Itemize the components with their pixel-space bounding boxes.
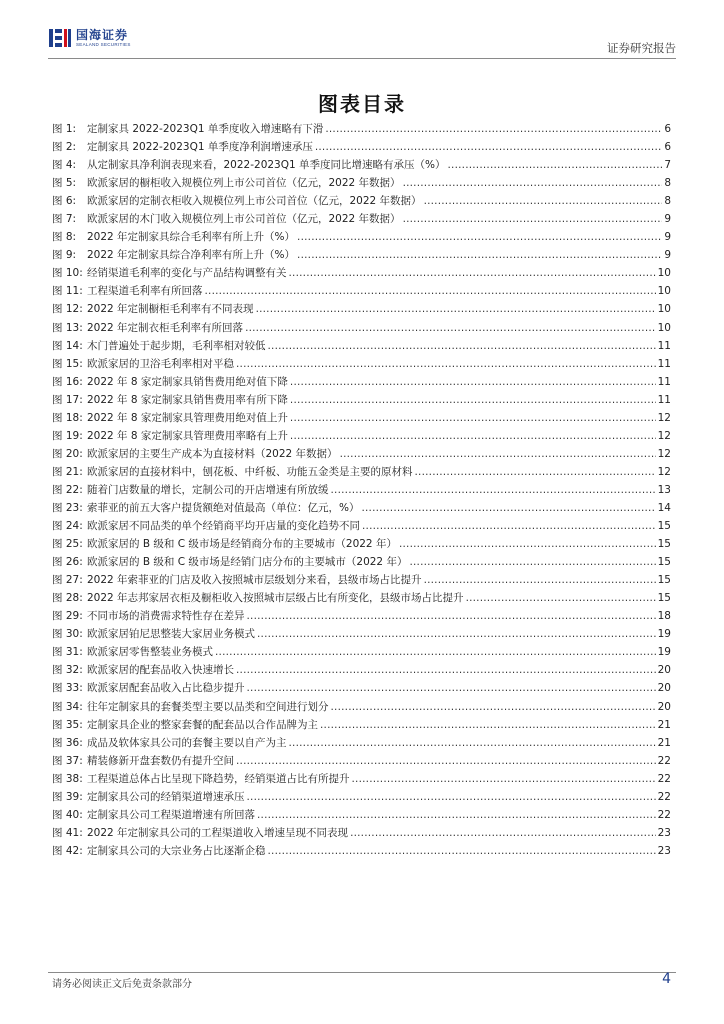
- toc-page-number: 13: [657, 483, 671, 496]
- toc-figure-label: 图 13:: [52, 321, 83, 334]
- toc-figure-label: 图 16:: [52, 375, 83, 388]
- toc-entry[interactable]: [52, 445, 671, 463]
- toc-page-number: 15: [657, 592, 671, 605]
- toc-leader-dots: [424, 571, 656, 589]
- toc-page-number: 22: [657, 808, 671, 821]
- toc-entry[interactable]: [52, 373, 671, 391]
- toc-leader-dots: [350, 824, 656, 842]
- toc-entry[interactable]: [52, 355, 671, 373]
- toc-leader-dots: [409, 553, 655, 571]
- toc-figure-title: 定制家具 2022-2023Q1 单季度净利润增速承压: [87, 141, 313, 154]
- toc-page-number: 18: [657, 610, 671, 623]
- toc-entry[interactable]: [52, 788, 671, 806]
- toc-figure-title: 经销渠道毛利率的变化与产品结构调整有关: [87, 267, 287, 280]
- toc-figure-label: 图 29:: [52, 610, 83, 623]
- toc-page-number: 8: [664, 195, 671, 208]
- toc-leader-dots: [290, 409, 656, 427]
- sealand-logo-icon: [48, 26, 72, 50]
- toc-figure-title: 2022 年定制家具综合毛利率有所上升（%）: [87, 231, 296, 244]
- toc-figure-label: 图 11:: [52, 285, 83, 298]
- toc-leader-dots: [245, 319, 656, 337]
- toc-page-number: 12: [657, 429, 671, 442]
- toc-leader-dots: [352, 770, 656, 788]
- toc-entry[interactable]: [52, 517, 671, 535]
- toc-figure-title: 欧派家居的 B 级和 C 级市场是经销门店分布的主要城市（2022 年）: [87, 556, 408, 569]
- toc-leader-dots: [289, 734, 656, 752]
- toc-figure-label: 图 36:: [52, 736, 83, 749]
- toc-figure-label: 图 5:: [52, 177, 77, 190]
- toc-figure-label: 图 31:: [52, 646, 83, 659]
- toc-entry[interactable]: [52, 391, 671, 409]
- toc-entry[interactable]: [52, 571, 671, 589]
- toc-page-number: 12: [657, 447, 671, 460]
- toc-page-number: 21: [657, 736, 671, 749]
- toc-figure-title: 欧派家居的卫浴毛利率相对平稳: [87, 357, 234, 370]
- toc-leader-dots: [331, 481, 656, 499]
- toc-leader-dots: [415, 463, 656, 481]
- toc-figure-label: 图 8:: [52, 231, 77, 244]
- toc-figure-label: 图 21:: [52, 465, 83, 478]
- toc-entry[interactable]: [52, 264, 671, 282]
- toc-figure-label: 图 6:: [52, 195, 77, 208]
- toc-entry[interactable]: [52, 300, 671, 318]
- toc-page-number: 15: [657, 520, 671, 533]
- toc-figure-title: 定制家具 2022-2023Q1 单季度收入增速略有下滑: [87, 123, 324, 135]
- toc-figure-title: 往年定制家具的套餐类型主要以品类和空间进行划分: [87, 700, 329, 713]
- toc-figure-title: 木门普遍处于起步期，毛利率相对较低: [87, 339, 266, 352]
- toc-leader-dots: [236, 661, 656, 679]
- toc-page-number: 11: [657, 357, 671, 370]
- toc-page-number: 10: [657, 267, 671, 280]
- toc-page-number: 6: [664, 141, 671, 154]
- toc-figure-title: 精装修新开盘套数仍有提升空间: [87, 754, 234, 767]
- toc-page-number: 6: [664, 123, 671, 135]
- toc-page-number: 11: [657, 339, 671, 352]
- page-title: 图表目录: [318, 92, 406, 116]
- toc-entry[interactable]: [52, 698, 671, 716]
- toc-page-number: 15: [657, 574, 671, 587]
- toc-leader-dots: [340, 445, 656, 463]
- toc-figure-label: 图 18:: [52, 411, 83, 424]
- toc-entry[interactable]: [52, 553, 671, 571]
- toc-leader-dots: [289, 264, 656, 282]
- page-number: 4: [662, 971, 671, 987]
- toc-entry[interactable]: [52, 156, 671, 174]
- toc-page-number: 23: [657, 844, 671, 857]
- toc-page-number: 9: [664, 213, 671, 226]
- toc-figure-title: 2022 年定制家具综合净利率有所上升（%）: [87, 249, 296, 262]
- footer-disclaimer: 请务必阅读正文后免责条款部分: [52, 979, 192, 990]
- toc-page-number: 20: [657, 664, 671, 677]
- toc-figure-label: 图 23:: [52, 501, 83, 514]
- toc-entry[interactable]: [52, 192, 671, 210]
- toc-leader-dots: [403, 210, 663, 228]
- toc-page-number: 23: [657, 826, 671, 839]
- toc-figure-label: 图 34:: [52, 700, 83, 713]
- toc-leader-dots: [268, 842, 656, 860]
- toc-figure-label: 图 9:: [52, 249, 77, 262]
- toc-figure-title: 从定制家具净利润表现来看，2022-2023Q1 单季度同比增速略有承压（%）: [87, 159, 446, 172]
- toc-entry[interactable]: [52, 679, 671, 697]
- toc-leader-dots: [215, 643, 656, 661]
- toc-entry[interactable]: [52, 716, 671, 734]
- toc-entry[interactable]: [52, 625, 671, 643]
- toc-figure-title: 随着门店数量的增长，定制公司的开店增速有所放缓: [87, 483, 329, 496]
- toc-figure-title: 欧派家居的直接材料中，刨花板、中纤板、功能五金类是主要的原材料: [87, 465, 413, 478]
- toc-figure-title: 定制家具企业的整家套餐的配套品以合作品牌为主: [87, 718, 318, 731]
- toc-figure-label: 图 41:: [52, 826, 83, 839]
- figure-list: [52, 120, 671, 860]
- toc-figure-label: 图 37:: [52, 754, 83, 767]
- toc-figure-title: 欧派家居的 B 级和 C 级市场是经销商分布的主要城市（2022 年）: [87, 538, 397, 551]
- toc-page-number: 22: [657, 790, 671, 803]
- toc-entry[interactable]: [52, 770, 671, 788]
- toc-figure-title: 欧派家居的定制衣柜收入规模位列上市公司首位（亿元，2022 年数据）: [87, 195, 422, 208]
- toc-figure-label: 图 28:: [52, 592, 83, 605]
- toc-figure-title: 2022 年索菲亚的门店及收入按照城市层级划分来看，县级市场占比提升: [87, 574, 422, 587]
- toc-figure-label: 图 22:: [52, 483, 83, 496]
- toc-figure-label: 图 20:: [52, 447, 83, 460]
- toc-figure-label: 图 35:: [52, 718, 83, 731]
- header-divider: [48, 58, 676, 59]
- toc-entry[interactable]: [52, 661, 671, 679]
- toc-entry[interactable]: [52, 463, 671, 481]
- toc-figure-title: 2022 年定制家具公司的工程渠道收入增速呈现不同表现: [87, 826, 349, 839]
- toc-figure-title: 欧派家居的木门收入规模位列上市公司首位（亿元，2022 年数据）: [87, 213, 401, 226]
- toc-entry[interactable]: [52, 409, 671, 427]
- toc-figure-title: 欧派家居铂尼思整装大家居业务模式: [87, 628, 255, 641]
- toc-entry[interactable]: [52, 806, 671, 824]
- toc-page-number: 22: [657, 772, 671, 785]
- toc-leader-dots: [297, 246, 662, 264]
- toc-page-number: 12: [657, 465, 671, 478]
- toc-figure-title: 2022 年定制橱柜毛利率有不同表现: [87, 303, 254, 316]
- toc-figure-label: 图 32:: [52, 664, 83, 677]
- toc-figure-title: 定制家具公司工程渠道增速有所回落: [87, 808, 255, 821]
- toc-entry[interactable]: [52, 535, 671, 553]
- toc-leader-dots: [315, 138, 662, 156]
- toc-page-number: 19: [657, 646, 671, 659]
- logo-name-cn: 国海证券: [76, 27, 129, 42]
- toc-page-number: 11: [657, 375, 671, 388]
- toc-leader-dots: [236, 355, 656, 373]
- toc-entry[interactable]: [52, 589, 671, 607]
- toc-page-number: 21: [657, 718, 671, 731]
- toc-entry[interactable]: [52, 246, 671, 264]
- toc-figure-label: 图 4:: [52, 159, 77, 172]
- logo-name-en: SEALAND SECURITIES: [76, 41, 131, 47]
- toc-entry[interactable]: [52, 643, 671, 661]
- toc-leader-dots: [403, 174, 663, 192]
- toc-entry[interactable]: [52, 174, 671, 192]
- toc-leader-dots: [247, 679, 656, 697]
- toc-leader-dots: [320, 716, 656, 734]
- toc-entry[interactable]: [52, 481, 671, 499]
- toc-leader-dots: [448, 156, 663, 174]
- toc-entry[interactable]: [52, 282, 671, 300]
- sealand-logo: [48, 26, 131, 50]
- toc-figure-title: 欧派家居不同品类的单个经销商平均开店量的变化趋势不同: [87, 520, 360, 533]
- toc-figure-label: 图 15:: [52, 357, 83, 370]
- report-type: 证券研究报告: [607, 41, 676, 55]
- toc-leader-dots: [236, 752, 656, 770]
- toc-page-number: 8: [664, 177, 671, 190]
- toc-figure-label: 图 39:: [52, 790, 83, 803]
- toc-figure-title: 定制家具公司的经销渠道增速承压: [87, 790, 245, 803]
- toc-leader-dots: [268, 337, 656, 355]
- toc-figure-label: 图 33:: [52, 682, 83, 695]
- toc-figure-label: 图 17:: [52, 393, 83, 406]
- toc-entry[interactable]: [52, 337, 671, 355]
- toc-page-number: 12: [657, 411, 671, 424]
- toc-figure-label: 图 40:: [52, 808, 83, 821]
- toc-leader-dots: [247, 788, 656, 806]
- toc-page-number: 10: [657, 303, 671, 316]
- toc-leader-dots: [399, 535, 656, 553]
- toc-figure-label: 图 42:: [52, 844, 83, 857]
- toc-leader-dots: [325, 120, 662, 138]
- toc-figure-title: 2022 年定制衣柜毛利率有所回落: [87, 321, 244, 334]
- toc-leader-dots: [247, 607, 656, 625]
- toc-leader-dots: [361, 499, 655, 517]
- toc-page-number: 15: [657, 556, 671, 569]
- toc-leader-dots: [257, 625, 656, 643]
- toc-page-number: 7: [664, 159, 671, 172]
- toc-entry[interactable]: [52, 210, 671, 228]
- toc-entry[interactable]: [52, 824, 671, 842]
- toc-entry[interactable]: [52, 752, 671, 770]
- toc-figure-label: 图 25:: [52, 538, 83, 551]
- toc-page-number: 14: [657, 501, 671, 514]
- toc-leader-dots: [424, 192, 663, 210]
- toc-figure-title: 2022 年 8 家定制家具管理费用绝对值上升: [87, 411, 288, 424]
- toc-entry[interactable]: [52, 319, 671, 337]
- toc-entry[interactable]: [52, 734, 671, 752]
- toc-figure-title: 欧派家居的橱柜收入规模位列上市公司首位（亿元，2022 年数据）: [87, 177, 401, 190]
- toc-figure-label: 图 38:: [52, 772, 83, 785]
- toc-entry[interactable]: [52, 228, 671, 246]
- toc-page-number: 20: [657, 682, 671, 695]
- toc-figure-title: 定制家具公司的大宗业务占比逐渐企稳: [87, 844, 266, 857]
- toc-figure-label: 图 14:: [52, 339, 83, 352]
- toc-leader-dots: [257, 806, 656, 824]
- toc-leader-dots: [290, 427, 656, 445]
- toc-figure-label: 图 1:: [52, 123, 77, 135]
- toc-page-number: 20: [657, 700, 671, 713]
- toc-figure-label: 图 24:: [52, 520, 83, 533]
- toc-figure-label: 图 30:: [52, 628, 83, 641]
- toc-figure-title: 2022 年 8 家定制家具销售费用率有所下降: [87, 393, 288, 406]
- toc-leader-dots: [290, 373, 656, 391]
- toc-page-number: 9: [664, 231, 671, 244]
- toc-leader-dots: [331, 698, 656, 716]
- toc-figure-title: 2022 年 8 家定制家具销售费用绝对值下降: [87, 375, 288, 388]
- toc-figure-title: 2022 年志邦家居衣柜及橱柜收入按照城市层级占比有所变化，县级市场占比提升: [87, 592, 464, 605]
- toc-leader-dots: [256, 300, 656, 318]
- toc-figure-label: 图 2:: [52, 141, 77, 154]
- toc-leader-dots: [205, 282, 656, 300]
- toc-figure-title: 不同市场的消费需求特性存在差异: [87, 610, 245, 623]
- toc-leader-dots: [362, 517, 656, 535]
- toc-figure-title: 工程渠道毛利率有所回落: [87, 285, 203, 298]
- toc-figure-title: 2022 年 8 家定制家具管理费用率略有上升: [87, 429, 288, 442]
- page-header: [48, 26, 676, 60]
- toc-leader-dots: [297, 228, 662, 246]
- toc-figure-title: 欧派家居零售整装业务模式: [87, 646, 213, 659]
- toc-entry[interactable]: [52, 499, 671, 517]
- toc-page-number: 9: [664, 249, 671, 262]
- toc-page-number: 10: [657, 285, 671, 298]
- toc-figure-title: 成品及软体家具公司的套餐主要以自产为主: [87, 736, 287, 749]
- toc-figure-label: 图 19:: [52, 429, 83, 442]
- footer-divider: [48, 972, 676, 973]
- toc-entry[interactable]: [52, 607, 671, 625]
- toc-page-number: 10: [657, 321, 671, 334]
- toc-figure-label: 图 10:: [52, 267, 83, 280]
- toc-figure-label: 图 12:: [52, 303, 83, 316]
- toc-entry[interactable]: [52, 120, 671, 138]
- toc-figure-title: 欧派家居配套品收入占比稳步提升: [87, 682, 245, 695]
- toc-page-number: 15: [657, 538, 671, 551]
- toc-figure-label: 图 26:: [52, 556, 83, 569]
- toc-leader-dots: [290, 391, 656, 409]
- toc-entry[interactable]: [52, 427, 671, 445]
- toc-figure-title: 欧派家居的配套品收入快速增长: [87, 664, 234, 677]
- toc-leader-dots: [466, 589, 656, 607]
- toc-figure-label: 图 7:: [52, 213, 77, 226]
- toc-page-number: 22: [657, 754, 671, 767]
- toc-entry[interactable]: [52, 138, 671, 156]
- toc-figure-title: 索菲亚的前五大客户提货额绝对值最高（单位：亿元，%）: [87, 501, 360, 514]
- toc-figure-title: 欧派家居的主要生产成本为直接材料（2022 年数据）: [87, 447, 338, 460]
- toc-figure-title: 工程渠道总体占比呈现下降趋势，经销渠道占比有所提升: [87, 772, 350, 785]
- toc-page-number: 11: [657, 393, 671, 406]
- toc-page-number: 19: [657, 628, 671, 641]
- toc-entry[interactable]: [52, 842, 671, 860]
- toc-figure-label: 图 27:: [52, 574, 83, 587]
